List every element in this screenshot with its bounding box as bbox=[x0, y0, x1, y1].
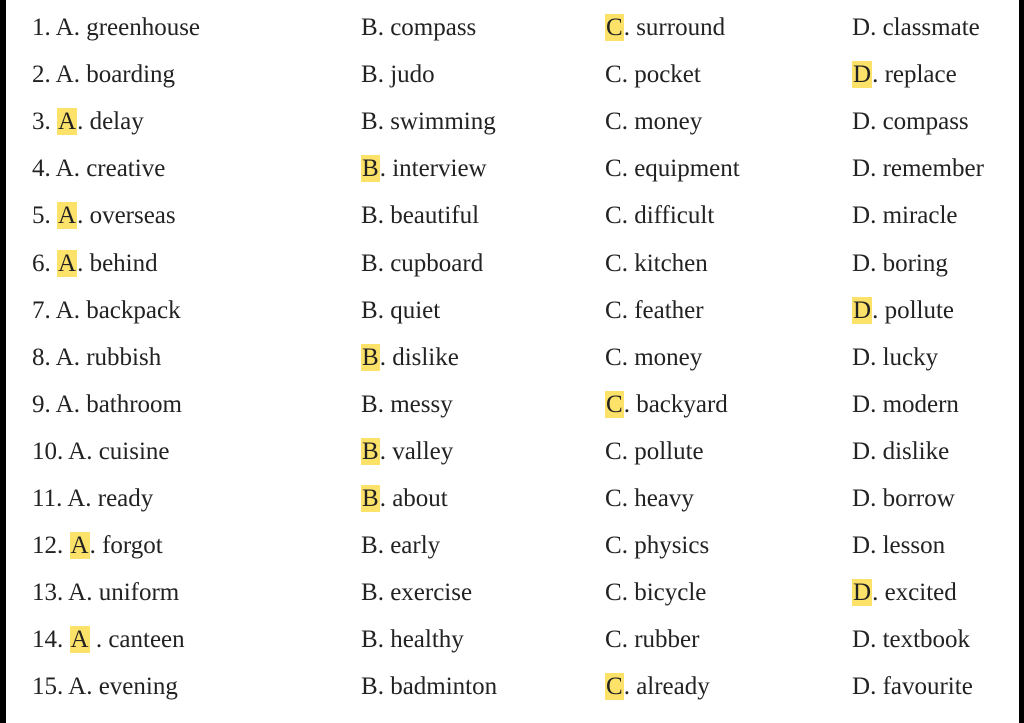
option-letter-highlighted: A bbox=[58, 108, 77, 136]
option-letter: D bbox=[852, 343, 871, 371]
question-row bbox=[6, 667, 1019, 707]
option-letter: C bbox=[605, 532, 622, 560]
option-letter-highlighted: C bbox=[606, 673, 623, 701]
option-a: 2. A. boarding bbox=[32, 61, 176, 89]
option-letter: D bbox=[852, 437, 871, 465]
option-letter-highlighted: D bbox=[853, 296, 872, 324]
option-word: valley bbox=[392, 437, 454, 465]
option-b: B. dislike bbox=[362, 343, 459, 371]
question-row bbox=[6, 291, 1019, 331]
option-letter-highlighted: B bbox=[362, 485, 379, 512]
option-b: B. beautiful bbox=[361, 202, 480, 230]
question-row bbox=[6, 8, 1019, 48]
option-word: forgot bbox=[102, 532, 163, 560]
option-word: early bbox=[390, 532, 441, 560]
option-letter: C bbox=[605, 61, 622, 89]
option-letter: D bbox=[852, 485, 871, 512]
option-letter: C bbox=[605, 437, 622, 465]
option-word: canteen bbox=[108, 626, 185, 654]
option-word: about bbox=[392, 485, 448, 512]
question-number: 1. bbox=[32, 14, 51, 41]
option-word: surround bbox=[636, 14, 726, 41]
option-d: D. lesson bbox=[852, 532, 946, 560]
option-letter: D bbox=[852, 108, 871, 136]
option-word: bicycle bbox=[634, 579, 707, 607]
option-letter: D bbox=[852, 673, 871, 701]
question-row bbox=[6, 573, 1019, 613]
question-row bbox=[6, 196, 1019, 236]
option-word: favourite bbox=[882, 673, 973, 701]
question-number: 13. bbox=[32, 579, 64, 607]
option-word: remember bbox=[882, 155, 984, 183]
option-word: feather bbox=[634, 296, 704, 324]
option-a: 11. A. ready bbox=[32, 485, 154, 512]
option-b: B. healthy bbox=[361, 626, 464, 654]
option-word: lucky bbox=[882, 343, 939, 371]
option-c: C. pocket bbox=[605, 61, 701, 89]
question-number: 15. bbox=[32, 673, 64, 701]
option-letter: B bbox=[361, 202, 378, 230]
option-letter: A bbox=[55, 296, 74, 324]
option-a: 14. A . canteen bbox=[32, 626, 185, 654]
option-letter: B bbox=[361, 296, 378, 324]
option-a: 12. A. forgot bbox=[32, 532, 163, 560]
option-a: 4. A. creative bbox=[32, 155, 166, 183]
question-number: 6. bbox=[32, 249, 51, 277]
option-word: backpack bbox=[86, 296, 181, 324]
question-row bbox=[6, 338, 1019, 378]
option-b: B. swimming bbox=[361, 108, 496, 136]
option-a: 1. A. greenhouse bbox=[32, 14, 201, 41]
option-letter: C bbox=[605, 249, 622, 277]
option-c: C. difficult bbox=[605, 202, 715, 230]
question-row bbox=[6, 55, 1019, 95]
option-c: C. equipment bbox=[605, 155, 740, 183]
option-a: 9. A. bathroom bbox=[32, 390, 183, 418]
option-word: miracle bbox=[882, 202, 958, 230]
option-letter: A bbox=[67, 485, 86, 512]
option-word: compass bbox=[882, 108, 969, 136]
question-row bbox=[6, 244, 1019, 284]
question-row bbox=[6, 526, 1019, 566]
option-letter: A bbox=[55, 14, 74, 41]
option-letter: B bbox=[361, 390, 378, 418]
question-number: 9. bbox=[32, 390, 51, 418]
option-letter-highlighted: A bbox=[70, 626, 89, 654]
option-word: borrow bbox=[882, 485, 955, 512]
option-letter: D bbox=[852, 14, 871, 41]
option-word: creative bbox=[86, 155, 166, 183]
option-word: textbook bbox=[882, 626, 971, 654]
option-a: 10. A. cuisine bbox=[32, 437, 170, 465]
option-c: C. money bbox=[605, 108, 703, 136]
option-d: D. modern bbox=[852, 390, 959, 418]
option-letter: D bbox=[852, 249, 871, 277]
option-letter: B bbox=[361, 108, 378, 136]
option-letter: A bbox=[68, 579, 87, 607]
option-a: 7. A. backpack bbox=[32, 296, 181, 324]
option-word: compass bbox=[390, 14, 477, 41]
option-c: C. backyard bbox=[606, 390, 728, 418]
option-word: exercise bbox=[390, 579, 473, 607]
option-letter-highlighted: D bbox=[853, 579, 872, 607]
question-row bbox=[6, 149, 1019, 189]
option-letter: C bbox=[605, 202, 622, 230]
option-d: D. excited bbox=[853, 579, 957, 607]
option-word: interview bbox=[392, 155, 487, 183]
option-letter-highlighted: D bbox=[853, 61, 872, 89]
question-number: 3. bbox=[32, 108, 51, 136]
option-d: D. borrow bbox=[852, 485, 955, 512]
option-letter-highlighted: C bbox=[606, 390, 623, 418]
option-d: D. favourite bbox=[852, 673, 973, 701]
option-letter: C bbox=[605, 108, 622, 136]
option-letter: A bbox=[68, 673, 87, 701]
option-word: rubber bbox=[634, 626, 700, 654]
option-word: excited bbox=[884, 579, 957, 607]
question-row bbox=[6, 620, 1019, 660]
option-word: pollute bbox=[884, 296, 954, 324]
option-word: physics bbox=[634, 532, 710, 560]
option-word: bathroom bbox=[86, 390, 183, 418]
option-word: equipment bbox=[634, 155, 740, 183]
option-b: B. exercise bbox=[361, 579, 473, 607]
option-letter: B bbox=[361, 579, 378, 607]
option-word: uniform bbox=[98, 579, 180, 607]
option-letter: A bbox=[68, 437, 87, 465]
option-word: boring bbox=[882, 249, 948, 277]
option-a: 5. A. overseas bbox=[32, 202, 176, 230]
option-word: behind bbox=[89, 249, 158, 277]
option-c: C. money bbox=[605, 343, 703, 371]
option-word: evening bbox=[98, 673, 178, 701]
question-number: 10. bbox=[32, 437, 64, 465]
option-letter: C bbox=[605, 343, 622, 371]
option-letter-highlighted: A bbox=[58, 202, 77, 230]
option-word: delay bbox=[89, 108, 144, 136]
option-b: B. badminton bbox=[361, 673, 498, 701]
option-letter: D bbox=[852, 155, 871, 183]
option-letter: C bbox=[605, 579, 622, 607]
option-letter: D bbox=[852, 202, 871, 230]
option-word: boarding bbox=[86, 61, 176, 89]
option-word: quiet bbox=[390, 296, 441, 324]
question-number: 12. bbox=[32, 532, 64, 560]
option-letter: C bbox=[605, 296, 622, 324]
option-d: D. replace bbox=[853, 61, 957, 89]
option-a: 15. A. evening bbox=[32, 673, 178, 701]
option-b: B. quiet bbox=[361, 296, 441, 324]
option-word: badminton bbox=[390, 673, 498, 701]
option-word: beautiful bbox=[390, 202, 480, 230]
option-a: 6. A. behind bbox=[32, 249, 158, 277]
option-d: D. compass bbox=[852, 108, 969, 136]
option-word: rubbish bbox=[86, 343, 162, 371]
option-word: heavy bbox=[634, 485, 694, 512]
option-letter: B bbox=[361, 14, 378, 41]
option-letter: A bbox=[55, 390, 74, 418]
option-word: dislike bbox=[392, 343, 459, 371]
option-c: C. physics bbox=[605, 532, 710, 560]
question-number: 7. bbox=[32, 296, 51, 324]
option-letter: C bbox=[605, 485, 622, 512]
question-number: 5. bbox=[32, 202, 51, 230]
option-word: cuisine bbox=[98, 437, 170, 465]
option-letter: B bbox=[361, 61, 378, 89]
option-word: replace bbox=[884, 61, 957, 89]
option-word: backyard bbox=[636, 390, 728, 418]
option-word: greenhouse bbox=[86, 14, 201, 41]
option-b: B. about bbox=[362, 485, 448, 512]
option-word: money bbox=[634, 343, 703, 371]
option-letter: C bbox=[605, 155, 622, 183]
option-letter: B bbox=[361, 626, 378, 654]
option-letter-highlighted: A bbox=[58, 249, 77, 277]
option-word: healthy bbox=[390, 626, 464, 654]
option-letter-highlighted: B bbox=[362, 343, 379, 371]
option-d: D. dislike bbox=[852, 437, 950, 465]
option-letter: D bbox=[852, 532, 871, 560]
option-a: 13. A. uniform bbox=[32, 579, 180, 607]
option-word: ready bbox=[97, 485, 154, 512]
option-letter: A bbox=[55, 155, 74, 183]
question-number: 11. bbox=[32, 485, 63, 512]
option-d: D. boring bbox=[852, 249, 948, 277]
option-c: C. pollute bbox=[605, 437, 704, 465]
option-letter: B bbox=[361, 673, 378, 701]
option-d: D. textbook bbox=[852, 626, 971, 654]
question-number: 4. bbox=[32, 155, 51, 183]
option-word: judo bbox=[390, 61, 435, 89]
option-letter: B bbox=[361, 249, 378, 277]
option-d: D. classmate bbox=[852, 14, 980, 41]
option-b: B. interview bbox=[362, 155, 487, 183]
option-d: D. remember bbox=[852, 155, 984, 183]
exercise-sheet bbox=[6, 0, 1019, 723]
option-d: D. miracle bbox=[852, 202, 958, 230]
option-letter: B bbox=[361, 532, 378, 560]
option-c: C. surround bbox=[606, 14, 726, 41]
option-a: 3. A. delay bbox=[32, 108, 144, 136]
option-letter: D bbox=[852, 626, 871, 654]
question-number: 8. bbox=[32, 343, 51, 371]
option-word: kitchen bbox=[634, 249, 708, 277]
option-word: difficult bbox=[634, 202, 715, 230]
option-c: C. bicycle bbox=[605, 579, 707, 607]
option-c: C. feather bbox=[605, 296, 704, 324]
option-b: B. judo bbox=[361, 61, 435, 89]
option-letter-highlighted: B bbox=[362, 155, 379, 183]
option-word: modern bbox=[882, 390, 959, 418]
option-word: pollute bbox=[634, 437, 704, 465]
option-letter-highlighted: A bbox=[70, 532, 89, 560]
option-letter: C bbox=[605, 626, 622, 654]
option-word: pocket bbox=[634, 61, 701, 89]
option-letter-highlighted: C bbox=[606, 14, 623, 41]
option-b: B. cupboard bbox=[361, 249, 484, 277]
option-c: C. kitchen bbox=[605, 249, 708, 277]
option-word: overseas bbox=[89, 202, 176, 230]
option-d: D. pollute bbox=[853, 296, 954, 324]
option-letter: D bbox=[852, 390, 871, 418]
option-b: B. compass bbox=[361, 14, 477, 41]
option-word: cupboard bbox=[390, 249, 484, 277]
question-number: 14. bbox=[32, 626, 64, 654]
question-number: 2. bbox=[32, 61, 51, 89]
option-letter: A bbox=[55, 61, 74, 89]
option-word: classmate bbox=[882, 14, 980, 41]
option-word: money bbox=[634, 108, 703, 136]
option-c: C. heavy bbox=[605, 485, 694, 512]
option-word: messy bbox=[390, 390, 453, 418]
option-word: dislike bbox=[882, 437, 950, 465]
option-word: lesson bbox=[882, 532, 946, 560]
option-letter-highlighted: B bbox=[362, 437, 379, 465]
option-word: already bbox=[636, 673, 710, 701]
question-row bbox=[6, 385, 1019, 425]
option-word: swimming bbox=[390, 108, 496, 136]
option-letter: A bbox=[55, 343, 74, 371]
option-c: C. already bbox=[606, 673, 710, 701]
question-row bbox=[6, 432, 1019, 472]
option-d: D. lucky bbox=[852, 343, 939, 371]
option-b: B. early bbox=[361, 532, 441, 560]
option-a: 8. A. rubbish bbox=[32, 343, 162, 371]
question-row bbox=[6, 102, 1019, 142]
question-row bbox=[6, 479, 1019, 519]
option-b: B. messy bbox=[361, 390, 453, 418]
option-b: B. valley bbox=[362, 437, 454, 465]
option-c: C. rubber bbox=[605, 626, 700, 654]
